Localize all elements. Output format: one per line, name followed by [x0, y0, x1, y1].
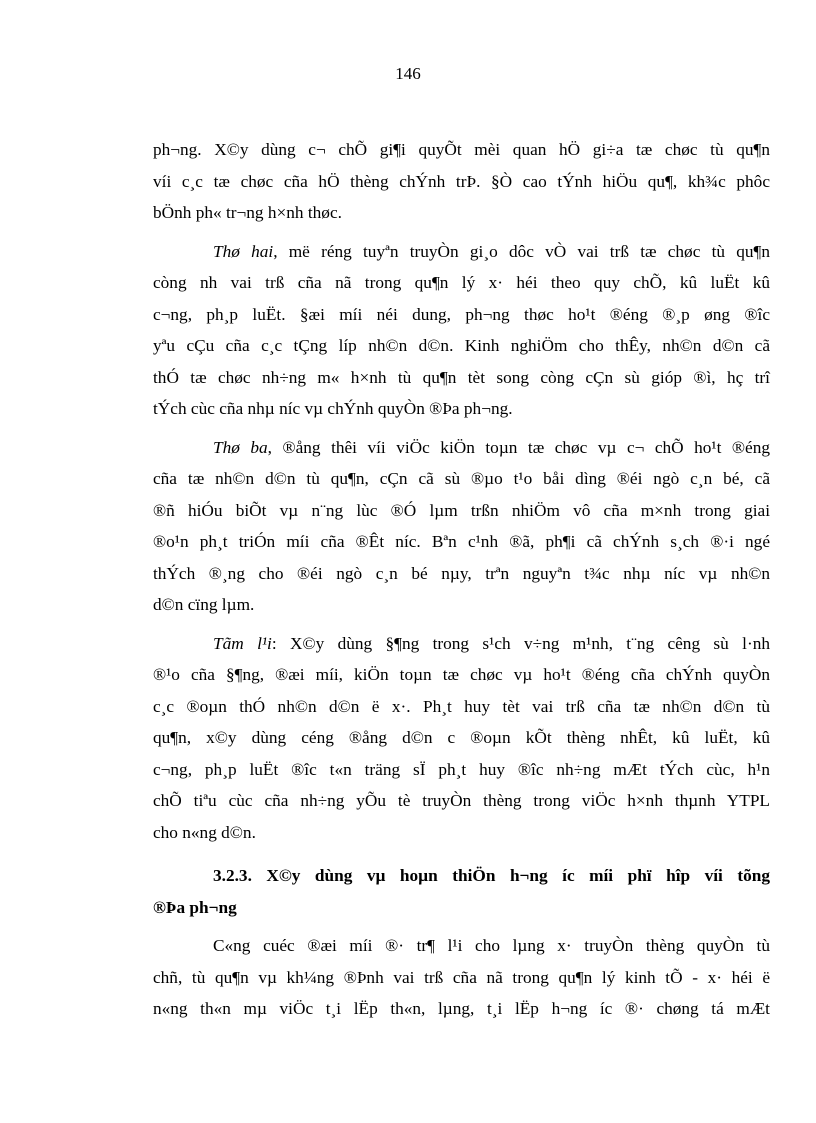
paragraph-first-line [153, 432, 770, 464]
paragraph-line-text: : X©y dùng §¶ng trong s¹ch v÷ng m¹nh, t¨ng cêng sù l·nh [271, 633, 770, 653]
paragraph-line: c¸c ®oµn thÓ nh©n d©n ë x·. Ph¸t huy tèt vai trß cña tæ nh©n d©n tù [153, 696, 770, 716]
paragraph-line: víi c¸c tæ chøc cña hÖ thèng chÝnh trÞ. §Ò cao tÝnh hiÖu qu¶, kh¾c phôc [153, 171, 770, 191]
paragraph-line: n«ng th«n mµ viÖc t¸i lËp th«n, lµng, t¸i lËp h¬ng íc ®· chøng tá mÆt [153, 999, 770, 1018]
paragraph-line: c¬ng, ph¸p luËt. §æi míi néi dung, ph¬ng thøc ho¹t ®éng ®¸p øng ®îc [153, 304, 770, 324]
paragraph-lead: Tãm l¹i [213, 633, 272, 653]
heading-line: ®Þa ph¬ng [153, 897, 237, 917]
paragraph-first-line [153, 628, 770, 660]
paragraph-line: tÝch cùc cña nhµ níc vµ chÝnh quyÒn ®Þa ph¬ng. [153, 399, 513, 418]
paragraph-line: yªu cÇu cña c¸c tÇng líp nh©n d©n. Kinh nghiÖm cho thÊy, nh©n d©n cã [153, 336, 770, 355]
paragraph-line: còng nh vai trß cña nã trong qu¶n lý x· héi theo quy chÕ, kû luËt kû [153, 273, 770, 292]
paragraph-line: chñ, tù qu¶n vµ kh¼ng ®Þnh vai trß cña nã trong qu¶n lý kinh tÕ - x· héi ë [153, 967, 770, 987]
paragraph-1 [153, 134, 770, 229]
paragraph-line: bÖnh ph« tr¬ng h×nh thøc. [153, 203, 342, 222]
paragraph-line: ®o¹n ph¸t triÓn míi cña ®Êt níc. Bªn c¹nh ®ã, ph¶i cã chÝnh s¸ch ®·i ngé [153, 532, 770, 551]
paragraph-lead: Thø hai [213, 241, 274, 261]
paragraph-line: cho n«ng d©n. [153, 822, 256, 842]
page-number: 146 [395, 64, 421, 83]
paragraph-line: qu¶n, x©y dùng céng ®ång d©n c ®oµn kÕt thèng nhÊt, kû luËt, kû [153, 728, 770, 747]
paragraph-line: C«ng cuéc ®æi míi ®· tr¶ l¹i cho lµng x· truyÒn thèng quyÒn tù [213, 936, 770, 955]
paragraph-line: c¬ng, ph¸p luËt ®îc t«n träng sÏ ph¸t huy ®îc nh÷ng mÆt tÝch cùc, h¹n [153, 759, 770, 779]
paragraph-first-line [153, 236, 770, 268]
paragraph-line: thÝch ®¸ng cho ®éi ngò c¸n bé nµy, trªn nguyªn t¾c nhµ níc vµ nh©n [153, 563, 770, 583]
paragraph-line: d©n cïng lµm. [153, 595, 255, 614]
paragraph-line: cña tæ nh©n d©n tù qu¶n, cÇn cã sù ®µo t¹o båi dìng ®éi ngò c¸n bé, cã [153, 469, 770, 488]
paragraph-lead: Thø ba [213, 437, 268, 457]
paragraph-4 [153, 628, 770, 849]
paragraph-2 [153, 236, 770, 425]
paragraph-line: ph¬ng. X©y dùng c¬ chÕ gi¶i quyÕt mèi quan hÖ gi÷a tæ chøc tù qu¶n [153, 140, 770, 159]
paragraph-3 [153, 432, 770, 621]
paragraph-line-text: , më réng tuyªn truyÒn gi¸o dôc vÒ vai trß tæ chøc tù qu¶n [273, 241, 770, 261]
paragraph-5 [153, 930, 770, 1025]
paragraph-line: ®¹o cña §¶ng, ®æi míi, kiÖn toµn tæ chøc vµ ho¹t ®éng cña chÝnh quyÒn [153, 665, 770, 684]
paragraph-line: thÓ tæ chøc nh÷ng m« h×nh tù qu¶n tèt song còng cÇn sù gióp ®ì, hç trî [153, 367, 770, 387]
paragraph-line-text: , ®ång thêi víi viÖc kiÖn toµn tæ chøc vµ c¬ chÕ ho¹t ®éng [267, 437, 770, 457]
paragraph-line: ®ñ hiÓu biÕt vµ n¨ng lùc ®Ó lµm trßn nhiÖm vô cña m×nh trong giai [153, 500, 770, 520]
paragraph-line: chÕ tiªu cùc cña nh÷ng yÕu tè truyÒn thèng trong viÖc h×nh thµnh YTPL [153, 791, 770, 810]
heading-line: 3.2.3. X©y dùng vµ hoµn thiÖn h¬ng íc míi phï hîp víi tõng [213, 866, 770, 885]
page-content [153, 134, 770, 1032]
section-heading [153, 860, 770, 923]
